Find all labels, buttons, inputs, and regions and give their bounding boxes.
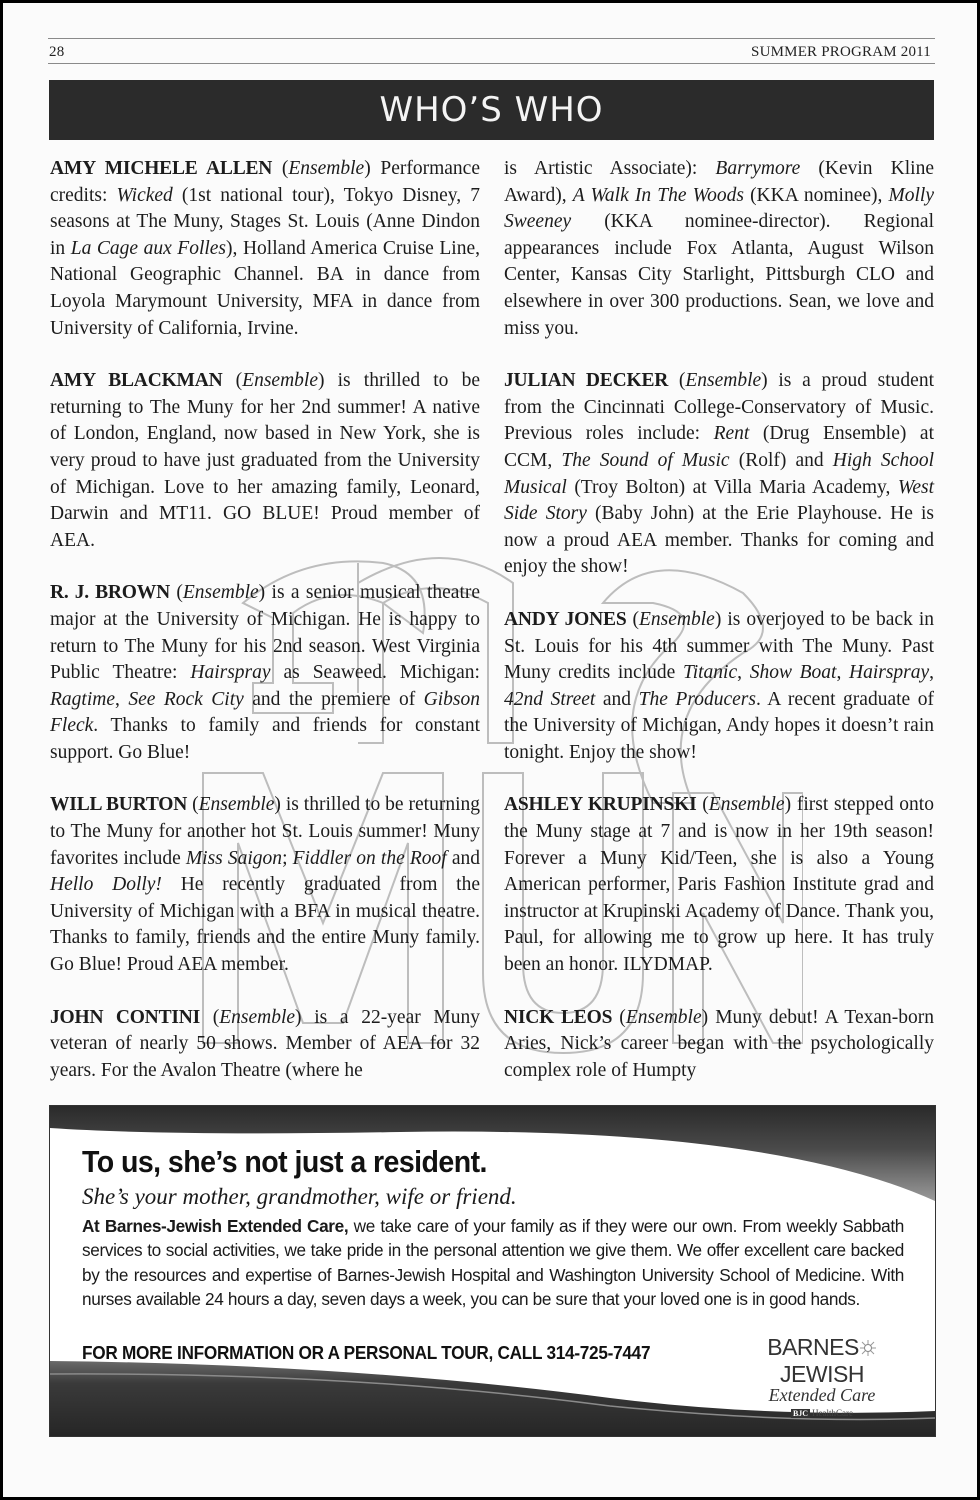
ad-body-lead: At Barnes-Jewish Extended Care, xyxy=(82,1216,349,1236)
show-title: High School Musical xyxy=(504,449,934,498)
show-title: West Side Story xyxy=(504,476,934,525)
ad-subhead: She’s your mother, grandmother, wife or friend. xyxy=(82,1184,517,1209)
bio-name: NICK LEOS xyxy=(504,1006,613,1028)
publication-title: SUMMER PROGRAM 2011 xyxy=(751,44,931,60)
show-title: Barrymore xyxy=(715,158,801,179)
program-page xyxy=(3,3,977,1497)
ad-body-text: we take care of your family as if they were our own. From weekly Sabbath services to social activities, we take pride in the personal attention we give them. We offer excellent care backed by the resources and expertise of Barnes-Jewish Hospital and Washington University School of Medicine. With nurses available 24 hours a day, seven days a week, you can be sure that your loved one is in good hands. xyxy=(82,1216,904,1309)
bio-name: JULIAN DECKER xyxy=(504,370,669,392)
bios-column-right xyxy=(504,156,934,1110)
show-title: Hairspray xyxy=(848,662,930,684)
section-title: WHO’S WHO xyxy=(379,90,604,130)
page-number: 28 xyxy=(49,44,65,60)
bio-name: AMY MICHELE ALLEN xyxy=(50,158,273,179)
bio-role: Ensemble xyxy=(708,794,785,816)
logo-brand-right: JEWISH xyxy=(780,1361,864,1387)
bio-role: Ensemble xyxy=(639,608,715,630)
advertisement-barnes-jewish xyxy=(49,1105,936,1437)
bio-name: ANDY JONES xyxy=(504,608,627,630)
ad-call-to-action: FOR MORE INFORMATION OR A PERSONAL TOUR, CALL 314-725-7447 xyxy=(82,1342,651,1363)
show-title: 42nd Street xyxy=(504,688,596,710)
bio-role: Ensemble xyxy=(625,1006,702,1028)
bio-role: Ensemble xyxy=(219,1006,296,1028)
logo-subtitle: Extended Care xyxy=(768,1385,876,1405)
bio-role: Ensemble xyxy=(182,582,259,604)
ad-headline: To us, she’s not just a resident. xyxy=(82,1144,487,1179)
bio-role: Ensemble xyxy=(242,370,318,392)
show-title: Rent xyxy=(713,423,750,445)
bio-entry: ASHLEY KRUPINSKI (Ensemble) first stepped onto the Muny stage at 7 and is now in her 19th season! Forever a Muny Kid/Teen, she is also a Young American performer, Paris Fashion Institute grad and instructor at Krupinski Academy of Dance. Thank you, Paul, for allowing me to grow up here. It has truly been an honor. ILYDMAP. xyxy=(504,794,934,976)
show-title: Miss Saigon xyxy=(185,847,283,869)
show-title: Wicked xyxy=(116,184,173,206)
show-title: Gibson Fleck xyxy=(50,688,480,737)
barnes-jewish-logo xyxy=(727,1334,917,1418)
bio-entry: JOHN CONTINI (Ensemble) is a 22-year Muny veteran of nearly 50 shows. Member of AEA for 32 years. For the Avalon Theatre (where he xyxy=(50,1006,480,1081)
bio-entry: AMY MICHELE ALLEN (Ensemble) Performance credits: Wicked (1st national tour), Tokyo Disney, 7 seasons at The Muny, Stages St. Louis (Anne Dindon in La Cage aux Folles), Holland America Cruise Line, National Geographic Channel. BA in dance from Loyola Marymount University, MFA in dance from University of California, Irvine. xyxy=(50,158,480,339)
bio-role: Ensemble xyxy=(198,794,275,816)
sunburst-icon xyxy=(860,1340,876,1356)
section-banner xyxy=(49,80,934,140)
header-top-rule xyxy=(48,38,935,39)
bio-entry: WILL BURTON (Ensemble) is thrilled to be returning to The Muny for another hot St. Louis summer! Muny favorites include Miss Saigon; Fiddler on the Roof and Hello Dolly! He recently graduated from the University of Michigan with a BFA in musical theatre. Thanks to family, friends and the entire Muny family. Go Blue! Proud AEA member. xyxy=(50,794,481,976)
logo-parent-brand xyxy=(727,1408,917,1418)
bio-name: R. J. BROWN xyxy=(50,582,170,604)
show-title: The Producers xyxy=(638,688,756,710)
show-title: See Rock City xyxy=(128,688,244,710)
logo-brand-left: BARNES xyxy=(767,1334,859,1360)
show-title: La Cage aux Folles xyxy=(70,237,227,259)
show-title: Fiddler on the Roof xyxy=(292,847,447,869)
bios-columns xyxy=(50,156,934,1110)
bio-role: Ensemble xyxy=(685,370,762,392)
bio-entry: AMY BLACKMAN (Ensemble) is thrilled to be returning to The Muny for her 2nd summer! A native of London, England, now based in New York, she is very proud to have just graduated from the University of Michigan. Love to her amazing family, Leonard, Darwin and MT11. GO BLUE! Proud member of AEA. xyxy=(50,370,480,551)
show-title: Show Boat xyxy=(749,662,837,684)
show-title: Ragtime xyxy=(50,688,115,710)
show-title: A Walk In The Woods xyxy=(572,184,744,206)
bio-name: JOHN CONTINI xyxy=(50,1006,201,1028)
bio-entry: ANDY JONES (Ensemble) is overjoyed to be back in St. Louis for his 4th summer with The Muny. Past Muny credits include Titanic, Show Boat, Hairspray, 42nd Street and The Producers. A recent graduate of the University of Michigan, Andy hopes it doesn’t rain tonight. Enjoy the show! xyxy=(504,608,935,763)
show-title: Titanic xyxy=(682,662,738,684)
bio-name: AMY BLACKMAN xyxy=(50,370,223,392)
bio-entry: JULIAN DECKER (Ensemble) is a proud student from the Cincinnati College-Conservatory of Music. Previous roles include: Rent (Drug Ensemble) at CCM, The Sound of Music (Rolf) and High School Musical (Troy Bolton) at Villa Maria Academy, West Side Story (Baby John) at the Erie Playhouse. He is now a proud AEA member. Thanks for coming and enjoy the show! xyxy=(504,370,935,578)
bjc-healthcare-label: HealthCare xyxy=(812,1408,854,1418)
show-title: Hello Dolly! xyxy=(50,874,162,896)
bjc-badge: BJC xyxy=(792,1409,809,1418)
show-title: Molly Sweeney xyxy=(504,184,934,233)
show-title: The Sound of Music xyxy=(561,449,730,471)
header-bottom-rule xyxy=(48,63,935,64)
bio-entry: R. J. BROWN (Ensemble) is a senior musical theatre major at the University of Michigan. He is happy to return to The Muny for his 2nd season. West Virginia Public Theatre: Hairspray as Seaweed. Michigan: Ragtime, See Rock City and the premiere of Gibson Fleck. Thanks to family and friends for constant support. Go Blue! xyxy=(50,582,481,763)
logo-wordmark xyxy=(727,1334,917,1388)
ad-body xyxy=(82,1214,904,1311)
bio-name: WILL BURTON xyxy=(50,794,188,816)
bios-column-left xyxy=(50,156,480,1110)
bio-role: Ensemble xyxy=(288,158,365,179)
bio-name: ASHLEY KRUPINSKI xyxy=(504,794,697,816)
bio-continuation: is Artistic Associate): Barrymore (Kevin Kline Award), A Walk In The Woods (KKA nominee), Molly Sweeney (KKA nominee-director). Regional appearances include Fox Atlanta, August Wilson Center, Kansas City Starlight, Pittsburgh CLO and elsewhere in over 300 productions. Sean, we love and miss you. xyxy=(504,158,934,339)
bio-entry: NICK LEOS (Ensemble) Muny debut! A Texan-born Aries, Nick’s career began with the psychologically complex role of Humpty xyxy=(504,1006,934,1081)
show-title: Hairspray xyxy=(190,662,271,684)
